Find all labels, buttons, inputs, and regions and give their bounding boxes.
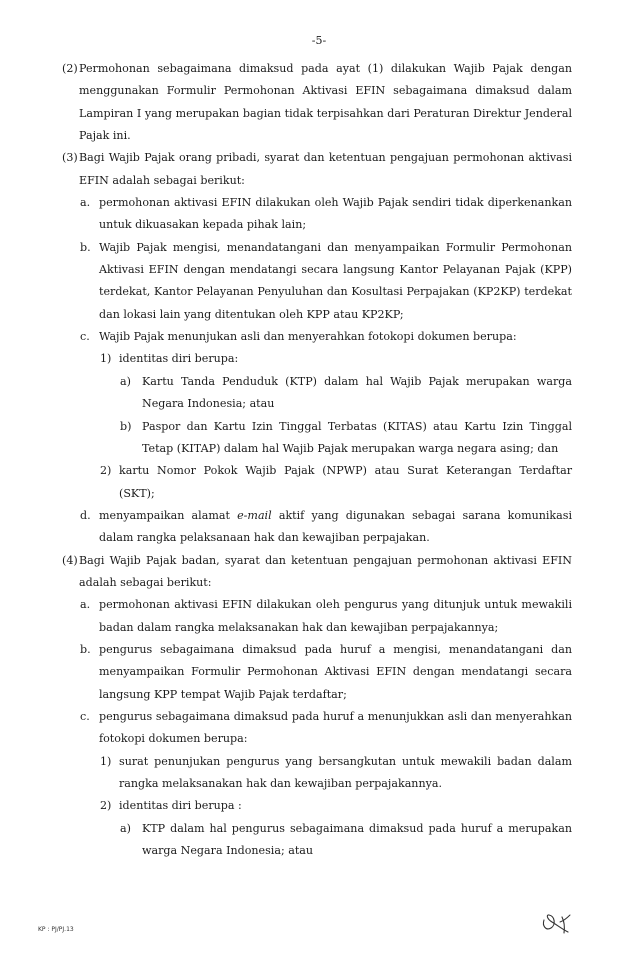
list-item-3a	[62, 192, 572, 237]
paragraph-ayat-2	[62, 58, 572, 147]
list-item-text: surat penunjukan pengurus yang bersangkutan untuk mewakili badan dalam rangka melaksanakan hak dan kewajiban perpajakannya.	[119, 754, 572, 790]
document-body	[62, 58, 572, 862]
list-item-3c-1	[62, 348, 572, 370]
list-item-3c-1b	[62, 416, 572, 461]
list-item-number: 2)	[100, 799, 112, 813]
list-item-4c-2	[62, 795, 572, 817]
list-item-text: pengurus sebagaimana dimaksud pada huruf a menunjukkan asli dan menyerahkan fotokopi dokumen berupa:	[99, 709, 572, 746]
list-item-text: menyampaikan alamat e-mail aktif yang digunakan sebagai sarana komunikasi dalam rangka pelaksanaan hak dan kewajiban perpajakan.	[99, 508, 572, 545]
list-item-text: kartu Nomor Pokok Wajib Pajak (NPWP) atau Surat Keterangan Terdaftar (SKT);	[119, 464, 572, 500]
footer-document-code: KP : PJ/PJ.13	[38, 926, 74, 933]
list-item-4c-1	[62, 751, 572, 796]
list-item-number: 1)	[100, 352, 112, 366]
list-item-4c-2a	[62, 818, 572, 863]
paragraph-number: (3)	[62, 151, 78, 165]
list-item-3b	[62, 237, 572, 326]
list-item-text: Kartu Tanda Penduduk (KTP) dalam hal Wajib Pajak merupakan warga Negara Indonesia; atau	[142, 374, 572, 411]
paragraph-text: Permohonan sebagaimana dimaksud pada ayat (1) dilakukan Wajib Pajak dengan menggunakan Formulir Permohonan Aktivasi EFIN sebagaimana dimaksud dalam Lampiran I yang merupakan bagian tidak terpisahkan dari Peraturan Direktur Jenderal Pajak ini.	[79, 62, 572, 143]
paragraph-ayat-4	[62, 550, 572, 595]
paragraph-text: Bagi Wajib Pajak badan, syarat dan ketentuan pengajuan permohonan aktivasi EFIN adalah sebagai berikut:	[79, 553, 572, 589]
list-item-letter: b.	[80, 642, 91, 656]
list-item-letter: d.	[80, 508, 91, 522]
list-item-4c	[62, 706, 572, 751]
list-item-text: Wajib Pajak mengisi, menandatangani dan menyampaikan Formulir Permohonan Aktivasi EFIN dengan mendatangi secara langsung Kantor Pelayanan Pajak (KPP) terdekat, Kantor Pelayanan Penyuluhan dan Kosultasi Perpajakan (KP2KP) terdekat dan lokasi lain yang ditentukan oleh KPP atau KP2KP;	[99, 240, 572, 321]
list-item-text: pengurus sebagaimana dimaksud pada huruf a mengisi, menandatangani dan menyampaikan Formulir Permohonan Aktivasi EFIN dengan mendatangi secara langsung KPP tempat Wajib Pajak terdaftar;	[99, 642, 572, 701]
list-item-letter: a.	[80, 196, 91, 210]
list-item-text: permohonan aktivasi EFIN dilakukan oleh Wajib Pajak sendiri tidak diperkenankan untuk dikuasakan kepada pihak lain;	[99, 196, 572, 232]
paragraph-number: (2)	[62, 62, 78, 75]
list-item-letter: c.	[80, 709, 90, 723]
list-item-text: permohonan aktivasi EFIN dilakukan oleh pengurus yang ditunjuk untuk mewakili badan dalam rangka melaksanakan hak dan kewajiban perpajakannya;	[99, 598, 572, 634]
list-item-3d	[62, 505, 572, 550]
list-item-text: Paspor dan Kartu Izin Tinggal Terbatas (KITAS) atau Kartu Izin Tinggal Tetap (KITAP) dalam hal Wajib Pajak merupakan warga negara asing; dan	[142, 419, 572, 455]
list-item-3c	[62, 326, 572, 348]
list-item-text: identitas diri berupa:	[119, 352, 239, 366]
list-item-number: 1)	[100, 754, 112, 768]
list-item-text: identitas diri berupa :	[119, 799, 242, 813]
list-item-4a	[62, 594, 572, 639]
list-item-letter: a)	[120, 821, 131, 835]
list-item-4b	[62, 639, 572, 706]
italic-term: e-mail	[237, 508, 272, 522]
list-item-number: 2)	[100, 464, 112, 478]
list-item-3c-2	[62, 460, 572, 505]
list-item-letter: c.	[80, 330, 90, 344]
list-item-letter: a)	[120, 374, 131, 388]
paragraph-ayat-3	[62, 147, 572, 192]
list-item-letter: a.	[80, 598, 91, 612]
paraf-signature-icon	[540, 906, 572, 936]
paragraph-text: Bagi Wajib Pajak orang pribadi, syarat dan ketentuan pengajuan permohonan aktivasi EFIN adalah sebagai berikut:	[79, 151, 572, 187]
list-item-letter: b)	[120, 419, 132, 433]
list-item-letter: b.	[80, 240, 91, 254]
list-item-text: KTP dalam hal pengurus sebagaimana dimaksud pada huruf a merupakan warga Negara Indonesia; atau	[142, 821, 572, 858]
list-item-text: Wajib Pajak menunjukan asli dan menyerahkan fotokopi dokumen berupa:	[99, 330, 517, 344]
page-number: -5-	[311, 34, 327, 47]
paragraph-number: (4)	[62, 553, 78, 567]
list-item-3c-1a	[62, 371, 572, 416]
